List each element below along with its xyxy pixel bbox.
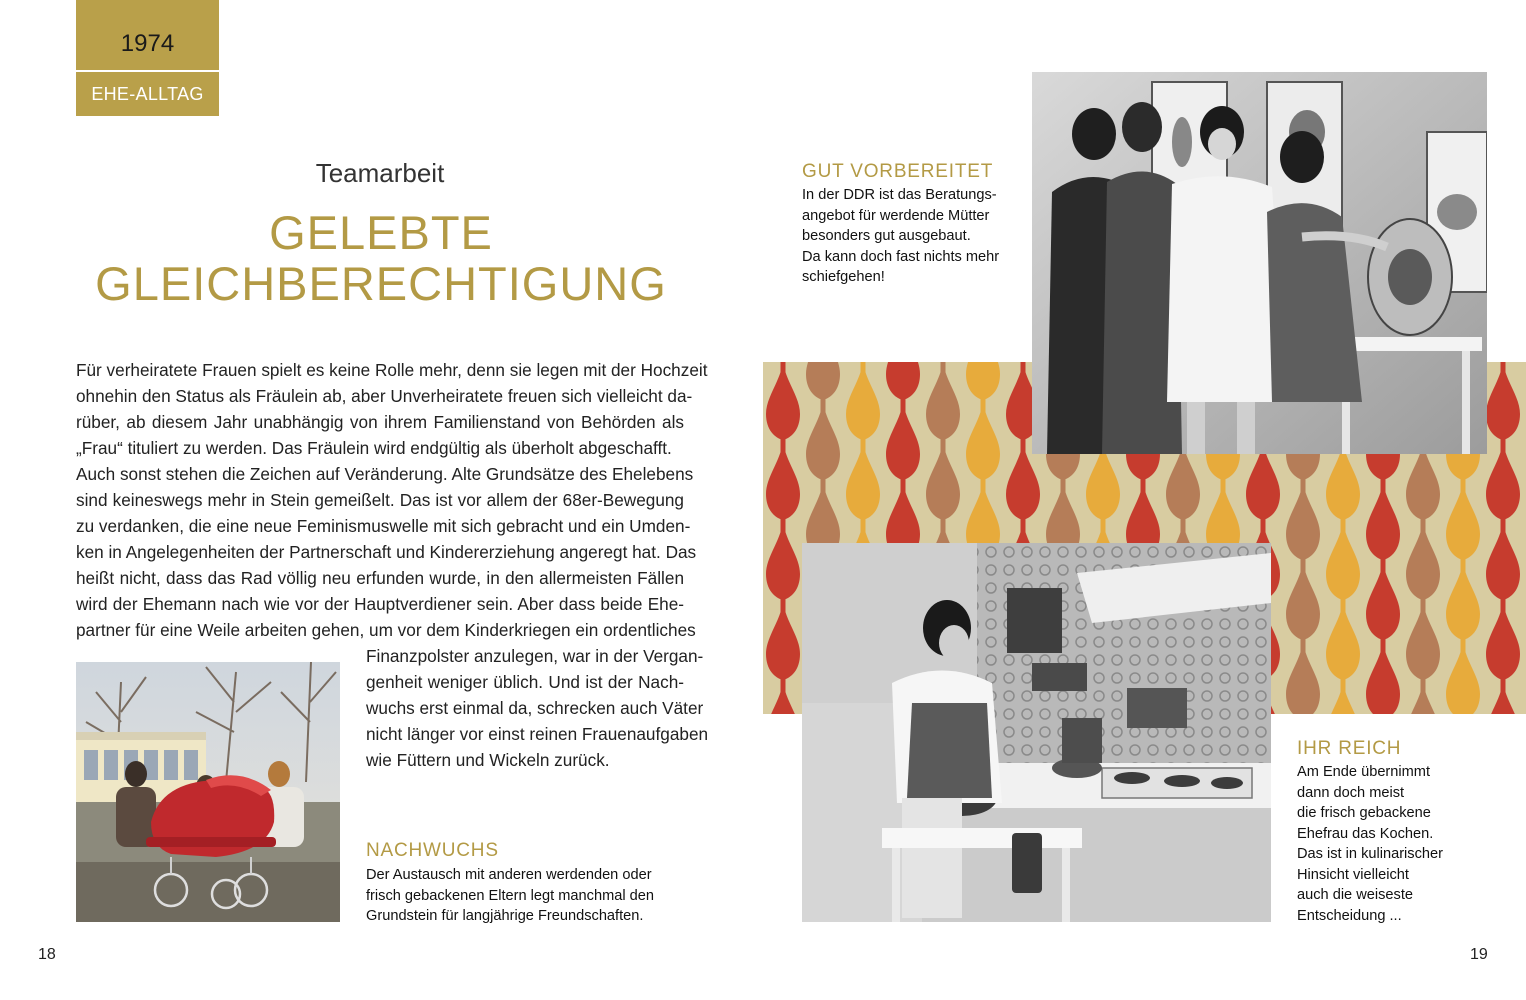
body-line: partner für eine Weile arbeiten gehen, um vor dem Kinderkriegen ein ordentliches (76, 620, 696, 640)
caption-line: In der DDR ist das Beratungs- (802, 187, 997, 203)
stroller-photo (76, 662, 340, 922)
caption-title-vorbereitet: GUT VORBEREITET (802, 161, 994, 182)
page-number-left: 18 (38, 946, 56, 963)
caption-text-nachwuchs (366, 865, 654, 927)
caption-line: angebot für werdende Mütter (802, 207, 990, 224)
body-line: rüber, ab diesem Jahr unabhängig von ihrem Familienstand von Behörden als (76, 412, 684, 432)
caption-line: Das ist in kulinarischer (1297, 846, 1443, 862)
body-line: wie Füttern und Wickeln zurück. (366, 750, 610, 770)
body-line: genheit weniger üblich. Und ist der Nach- (366, 672, 684, 692)
caption-line: Entscheidung ... (1297, 907, 1402, 924)
caption-line: Ehefrau das Kochen. (1297, 825, 1434, 842)
headline-line-2: GLEICHBERECHTIGUNG (95, 257, 667, 310)
caption-line: die frisch gebackene (1297, 805, 1431, 821)
pattern-thread (781, 362, 786, 714)
page-number-right: 19 (1470, 946, 1488, 963)
body-line: wird der Ehemann nach wie vor der Hauptverdiener sein. Aber dass beide Ehe- (76, 594, 684, 614)
caption-text-reich (1297, 762, 1443, 926)
body-line: Finanzpolster anzulegen, war in der Vergan- (366, 646, 704, 666)
caption-line: auch die weiseste (1297, 887, 1414, 903)
caption-line: Am Ende übernimmt (1297, 764, 1431, 780)
body-line: sind keineswegs mehr in Stein gemeißelt. Das ist vor allem der 68er-Bewegung (76, 490, 684, 510)
body-line: heißt nicht, dass das Rad völlig neu erfunden wurde, in den allermeisten Fällen (76, 568, 684, 588)
pattern-thread (1501, 362, 1506, 714)
headline-line-1: GELEBTE (269, 206, 493, 259)
article-kicker: Teamarbeit (315, 158, 445, 188)
body-line: Auch sonst stehen die Zeichen auf Veränderung. Alte Grundsätze des Ehelebens (76, 464, 694, 484)
body-line: Für verheiratete Frauen spielt es keine Rolle mehr, denn sie legen mit der Hochzeit (76, 360, 708, 380)
category-label: EHE-ALLTAG (91, 84, 204, 104)
kitchen-photo (802, 543, 1271, 922)
body-line: ohnehin den Status als Fräulein ab, aber Unverheiratete freuen sich vielleicht da- (76, 386, 693, 406)
clinic-photo (1032, 72, 1487, 454)
caption-line: besonders gut ausgebaut. (802, 228, 971, 244)
body-line: nicht länger vor einst reinen Frauenaufgaben (366, 724, 709, 744)
caption-line: dann doch meist (1297, 784, 1405, 801)
caption-title-nachwuchs: NACHWUCHS (366, 840, 499, 861)
caption-line: Grundstein für langjährige Freundschaften. (366, 908, 644, 924)
caption-title-reich: IHR REICH (1297, 738, 1402, 759)
body-line: „Frau“ tituliert zu werden. Das Fräulein wird endgültig als überholt abgeschafft. (76, 438, 672, 458)
caption-text-vorbereitet (802, 185, 999, 288)
year-label: 1974 (120, 30, 175, 57)
caption-line: frisch gebackenen Eltern legt manchmal den (366, 887, 654, 904)
body-line: wuchs erst einmal da, schrecken auch Väter (366, 698, 704, 718)
caption-line: schiefgehen! (802, 269, 885, 285)
body-line: ken in Angelegenheiten der Partnerschaft und Kindererziehung angeregt hat. Das (76, 542, 697, 562)
caption-line: Der Austausch mit anderen werdenden oder (366, 867, 652, 883)
body-line: zu verdanken, die eine neue Feminismuswelle mit sich gebracht und ein Umden- (76, 516, 691, 536)
caption-line: Hinsicht vielleicht (1297, 866, 1409, 883)
year-tag (76, 0, 219, 116)
caption-line: Da kann doch fast nichts mehr (802, 248, 1000, 265)
